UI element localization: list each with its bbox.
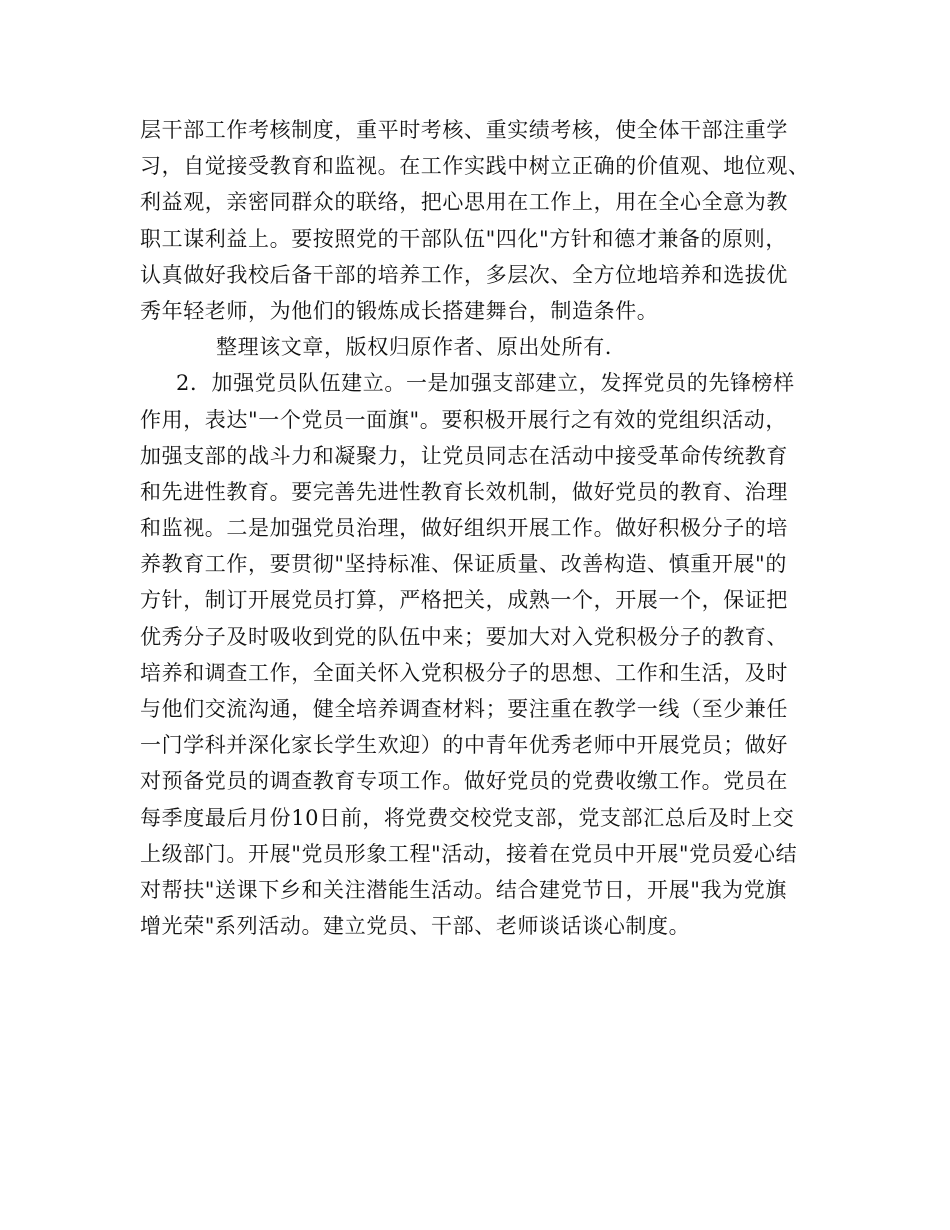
paragraph-party-member-team bbox=[140, 365, 830, 944]
text-line: 对预备党员的调查教育专项工作。做好党员的党费收缴工作。党员在 bbox=[140, 769, 788, 794]
text-line: 职工谋利益上。要按照党的干部队伍"四化"方针和德才兼备的原则， bbox=[140, 226, 787, 251]
text-line: 和先进性教育。要完善先进性教育长效机制，做好党员的教育、治理 bbox=[140, 479, 788, 504]
text-line: 认真做好我校后备干部的培养工作，多层次、全方位地培养和选拔优 bbox=[140, 262, 788, 287]
text-line: 增光荣"系列活动。建立党员、干部、老师谈话谈心制度。 bbox=[140, 914, 691, 939]
text-line: 方针，制订开展党员打算，严格把关，成熟一个，开展一个，保证把 bbox=[140, 588, 788, 613]
text-line: 秀年轻老师，为他们的锻炼成长搭建舞台，制造条件。 bbox=[140, 298, 659, 323]
text-line: 作用，表达"一个党员一面旗"。要积极开展行之有效的党组织活动， bbox=[140, 407, 787, 432]
text-line: 和监视。二是加强党员治理，做好组织开展工作。做好积极分子的培 bbox=[140, 516, 788, 541]
text-line: 养教育工作，要贯彻"坚持标准、保证质量、改善构造、慎重开展"的 bbox=[140, 552, 787, 577]
text-line: 培养和调查工作，全面关怀入党积极分子的思想、工作和生活，及时 bbox=[140, 660, 788, 685]
text-line: 优秀分子及时吸收到党的队伍中来；要加大对入党积极分子的教育、 bbox=[140, 624, 788, 649]
text-line: 每季度最后月份10日前，将党费交校党支部，党支部汇总后及时上交 bbox=[140, 805, 795, 830]
paragraph-cadre-assessment bbox=[140, 112, 830, 329]
text-line: 一门学科并深化家长学生欢迎）的中青年优秀老师中开展党员；做好 bbox=[140, 733, 788, 758]
text-line: 对帮扶"送课下乡和关注潜能生活动。结合建党节日，开展"我为党旗 bbox=[140, 877, 787, 902]
text-line: 习，自觉接受教育和监视。在工作实践中树立正确的价值观、地位观、 bbox=[140, 154, 810, 179]
copyright-note: 整理该文章，版权归原作者、原出处所有. bbox=[216, 335, 613, 360]
text-line: 利益观，亲密同群众的联络，把心思用在工作上，用在全心全意为教 bbox=[140, 190, 788, 215]
text-line: 2．加强党员队伍建立。一是加强支部建立，发挥党员的先锋榜样 bbox=[176, 371, 795, 396]
text-line: 层干部工作考核制度，重平时考核、重实绩考核，使全体干部注重学 bbox=[140, 118, 788, 142]
text-line: 上级部门。开展"党员形象工程"活动，接着在党员中开展"党员爱心结 bbox=[140, 841, 798, 866]
document-body bbox=[140, 112, 830, 944]
text-line: 与他们交流沟通，健全培养调查材料；要注重在教学一线（至少兼任 bbox=[140, 697, 788, 721]
text-line: 加强支部的战斗力和凝聚力，让党员同志在活动中接受革命传统教育 bbox=[140, 443, 788, 468]
